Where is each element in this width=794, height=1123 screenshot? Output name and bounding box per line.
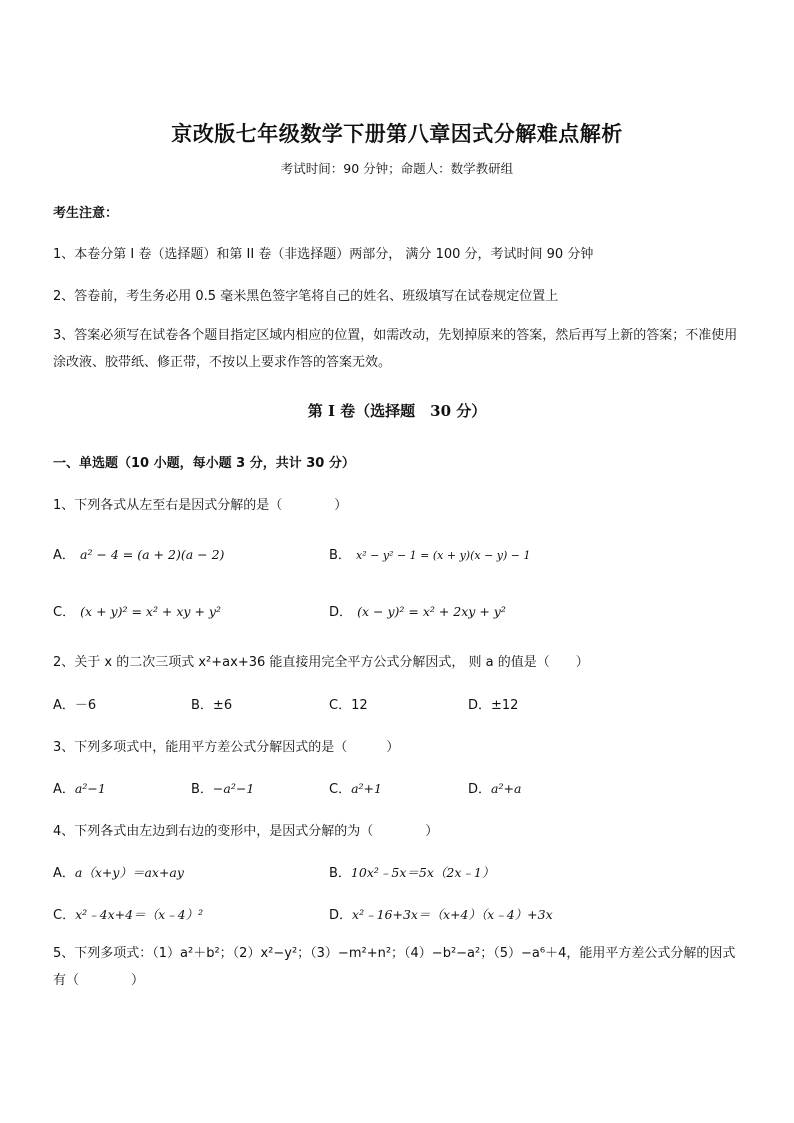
exam-subtitle: 考试时间：90 分钟；命题人：数学教研组: [280, 161, 514, 176]
option-text: a²−1: [74, 781, 106, 796]
question-3-stem: 3、下列多项式中，能用平方差公式分解因式的是（ ）: [53, 740, 400, 755]
option-label: C．: [53, 908, 76, 923]
q4-option-d: [329, 904, 553, 923]
q1-option-b: [329, 544, 531, 563]
option-text: －6: [74, 698, 97, 713]
question-2-stem: 2、关于 x 的二次三项式 x²+ax+36 能直接用完全平方公式分解因式， 则 a 的值是（ ）: [53, 655, 589, 670]
note-item-1: 1、本卷分第 I 卷（选择题）和第 II 卷（非选择题）两部分， 满分 100 分，考试时间 90 分钟: [53, 247, 594, 262]
q3-option-a: [53, 778, 106, 797]
part-heading: 一、单选题（10 小题，每小题 3 分，共计 30 分）: [53, 456, 355, 471]
option-text: ±12: [491, 698, 519, 713]
option-label: A．: [53, 866, 75, 881]
q4-option-c: [53, 904, 203, 923]
q2-option-a: [53, 694, 96, 713]
q4-option-b: [329, 862, 494, 881]
option-label: D．: [468, 782, 492, 797]
option-label: A．: [53, 782, 75, 797]
option-label: C．: [53, 605, 76, 620]
q1-option-c: [53, 601, 221, 620]
section-title: 第 I 卷（选择题 30 分）: [307, 402, 487, 420]
option-label: C．: [329, 698, 352, 713]
option-label: D．: [329, 605, 353, 620]
option-text: ±6: [212, 698, 233, 713]
option-label: D．: [468, 698, 492, 713]
exam-title: 京改版七年级数学下册第八章因式分解难点解析: [171, 121, 623, 146]
option-label: A．: [53, 548, 75, 563]
question-5-stem: 5、下列多项式：（1）a²＋b²；（2）x²−y²；（3）−m²+n²；（4）−b²−a²；（5）−a⁶＋4，能用平方差公式分解的因式有（ ）: [53, 946, 736, 988]
q3-option-b: [191, 778, 254, 797]
option-text: a²+a: [491, 781, 522, 796]
q2-option-d: [468, 694, 518, 713]
option-text: −a²−1: [212, 781, 255, 796]
q2-option-b: [191, 694, 232, 713]
option-label: C．: [329, 782, 352, 797]
q3-option-d: [468, 778, 521, 797]
q3-option-c: [329, 778, 382, 797]
option-text: 12: [351, 698, 368, 713]
q1-option-d: [329, 601, 506, 620]
q2-option-c: [329, 694, 368, 713]
option-text: x²﹣4x+4＝（x﹣4）²: [75, 907, 204, 922]
option-label: B．: [191, 782, 213, 797]
option-text: 10x²﹣5x＝5x（2x﹣1）: [350, 865, 495, 880]
option-text: (x + y)² = x² + xy + y²: [80, 604, 221, 619]
q1-option-a: [53, 544, 224, 563]
notes-heading: 考生注意：: [53, 206, 119, 221]
q4-option-a: [53, 862, 184, 881]
option-text: x² − y² − 1 = (x + y)(x − y) − 1: [356, 549, 531, 562]
option-label: B．: [191, 698, 213, 713]
question-1-stem: 1、下列各式从左至右是因式分解的是（ ）: [53, 498, 348, 513]
option-text: a（x+y）＝ax+ay: [74, 865, 184, 880]
option-label: D．: [329, 908, 353, 923]
question-4-stem: 4、下列各式由左边到右边的变形中，是因式分解的为（ ）: [53, 824, 439, 839]
note-item-2: 2、答卷前，考生务必用 0.5 毫米黑色签字笔将自己的姓名、班级填写在试卷规定位置上: [53, 289, 559, 304]
option-text: (x − y)² = x² + 2xy + y²: [357, 604, 506, 619]
option-label: B．: [329, 548, 351, 563]
option-label: A．: [53, 698, 75, 713]
option-text: x²﹣16+3x＝（x+4）（x﹣4）+3x: [352, 907, 553, 922]
option-label: B．: [329, 866, 351, 881]
option-text: a²+1: [351, 781, 382, 796]
option-text: a² − 4 = (a + 2)(a − 2): [80, 547, 225, 562]
note-item-3: 3、答案必须写在试卷各个题目指定区域内相应的位置，如需改动，先划掉原来的答案，然后再写上新的答案；不准使用涂改液、胶带纸、修正带，不按以上要求作答的答案无效。: [53, 328, 738, 370]
